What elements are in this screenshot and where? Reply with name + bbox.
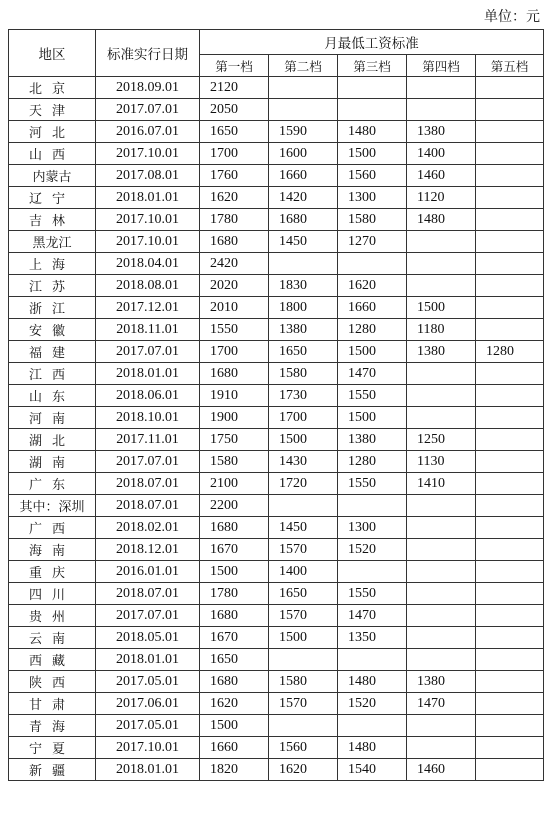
- date-cell: 2018.05.01: [96, 627, 200, 649]
- wage-cell-tier-2: 1720: [269, 473, 338, 495]
- wage-cell-tier-1: 1680: [200, 671, 269, 693]
- wage-cell-tier-5: [476, 143, 544, 165]
- table-row: [9, 693, 544, 715]
- table-row: [9, 165, 544, 187]
- wage-cell-tier-3: 1550: [338, 385, 407, 407]
- wage-cell-tier-4: 1250: [407, 429, 476, 451]
- table-row: [9, 561, 544, 583]
- wage-cell-tier-2: [269, 715, 338, 737]
- wage-cell-tier-4: [407, 77, 476, 99]
- wage-cell-tier-3: 1500: [338, 341, 407, 363]
- wage-cell-tier-2: 1560: [269, 737, 338, 759]
- wage-cell-tier-4: 1460: [407, 759, 476, 781]
- table-row: [9, 77, 544, 99]
- region-cell: 广西: [9, 517, 96, 539]
- wage-cell-tier-2: 1600: [269, 143, 338, 165]
- wage-cell-tier-4: 1180: [407, 319, 476, 341]
- wage-cell-tier-4: [407, 275, 476, 297]
- wage-cell-tier-5: [476, 473, 544, 495]
- minimum-wage-table: [8, 29, 544, 781]
- wage-cell-tier-5: [476, 759, 544, 781]
- wage-cell-tier-1: 1700: [200, 143, 269, 165]
- wage-cell-tier-5: [476, 671, 544, 693]
- table-row: [9, 605, 544, 627]
- region-cell: 内蒙古: [9, 165, 96, 187]
- wage-cell-tier-2: [269, 495, 338, 517]
- date-cell: 2018.06.01: [96, 385, 200, 407]
- wage-cell-tier-4: 1380: [407, 671, 476, 693]
- table-row: [9, 649, 544, 671]
- wage-cell-tier-5: [476, 649, 544, 671]
- table-row: [9, 209, 544, 231]
- table-row: [9, 143, 544, 165]
- date-cell: 2017.07.01: [96, 99, 200, 121]
- region-cell: 其中：深圳: [9, 495, 96, 517]
- region-cell: 陕西: [9, 671, 96, 693]
- date-cell: 2018.02.01: [96, 517, 200, 539]
- wage-cell-tier-3: [338, 561, 407, 583]
- region-cell: 安徽: [9, 319, 96, 341]
- wage-cell-tier-5: [476, 77, 544, 99]
- wage-cell-tier-4: 1460: [407, 165, 476, 187]
- wage-cell-tier-3: [338, 77, 407, 99]
- wage-cell-tier-2: 1420: [269, 187, 338, 209]
- wage-cell-tier-3: 1480: [338, 737, 407, 759]
- table-row: [9, 583, 544, 605]
- wage-cell-tier-1: 1910: [200, 385, 269, 407]
- wage-cell-tier-2: 1730: [269, 385, 338, 407]
- wage-cell-tier-1: 2420: [200, 253, 269, 275]
- wage-cell-tier-5: [476, 165, 544, 187]
- region-cell: 辽宁: [9, 187, 96, 209]
- wage-cell-tier-5: [476, 121, 544, 143]
- table-row: [9, 187, 544, 209]
- wage-cell-tier-4: [407, 561, 476, 583]
- wage-cell-tier-2: 1620: [269, 759, 338, 781]
- wage-cell-tier-3: [338, 253, 407, 275]
- wage-cell-tier-4: 1380: [407, 121, 476, 143]
- wage-cell-tier-1: 1650: [200, 649, 269, 671]
- table-body: [9, 77, 544, 781]
- wage-cell-tier-3: 1270: [338, 231, 407, 253]
- wage-cell-tier-1: 1620: [200, 693, 269, 715]
- wage-cell-tier-1: 1550: [200, 319, 269, 341]
- table-row: [9, 627, 544, 649]
- wage-cell-tier-2: 1400: [269, 561, 338, 583]
- wage-cell-tier-2: 1450: [269, 231, 338, 253]
- wage-cell-tier-1: 1900: [200, 407, 269, 429]
- header-tier-5: 第五档: [476, 55, 544, 77]
- wage-cell-tier-2: 1380: [269, 319, 338, 341]
- wage-cell-tier-3: 1380: [338, 429, 407, 451]
- wage-cell-tier-5: [476, 495, 544, 517]
- wage-cell-tier-2: 1570: [269, 539, 338, 561]
- date-cell: 2017.10.01: [96, 209, 200, 231]
- wage-cell-tier-3: 1520: [338, 693, 407, 715]
- region-cell: 江西: [9, 363, 96, 385]
- wage-cell-tier-5: [476, 539, 544, 561]
- header-wage-group: 月最低工资标准: [200, 30, 544, 55]
- region-cell: 甘肃: [9, 693, 96, 715]
- region-cell: 贵州: [9, 605, 96, 627]
- wage-cell-tier-5: [476, 715, 544, 737]
- wage-cell-tier-3: 1660: [338, 297, 407, 319]
- wage-cell-tier-1: 1680: [200, 363, 269, 385]
- wage-cell-tier-5: [476, 363, 544, 385]
- date-cell: 2017.07.01: [96, 451, 200, 473]
- region-cell: 福建: [9, 341, 96, 363]
- wage-cell-tier-1: 1650: [200, 121, 269, 143]
- region-cell: 西藏: [9, 649, 96, 671]
- wage-cell-tier-2: 1650: [269, 583, 338, 605]
- wage-cell-tier-3: [338, 649, 407, 671]
- wage-cell-tier-5: [476, 297, 544, 319]
- table-row: [9, 253, 544, 275]
- wage-cell-tier-3: 1480: [338, 121, 407, 143]
- wage-cell-tier-4: 1480: [407, 209, 476, 231]
- wage-cell-tier-5: [476, 385, 544, 407]
- wage-cell-tier-4: 1470: [407, 693, 476, 715]
- wage-cell-tier-1: 1750: [200, 429, 269, 451]
- table-row: [9, 99, 544, 121]
- wage-cell-tier-4: [407, 517, 476, 539]
- wage-cell-tier-1: 1660: [200, 737, 269, 759]
- date-cell: 2018.09.01: [96, 77, 200, 99]
- wage-cell-tier-1: 1820: [200, 759, 269, 781]
- header-region: 地区: [9, 30, 96, 77]
- wage-cell-tier-3: 1520: [338, 539, 407, 561]
- wage-cell-tier-5: [476, 99, 544, 121]
- wage-cell-tier-1: 1780: [200, 209, 269, 231]
- date-cell: 2017.12.01: [96, 297, 200, 319]
- wage-cell-tier-1: 1780: [200, 583, 269, 605]
- wage-cell-tier-4: 1410: [407, 473, 476, 495]
- wage-cell-tier-3: 1480: [338, 671, 407, 693]
- wage-cell-tier-3: 1470: [338, 605, 407, 627]
- table-row: [9, 319, 544, 341]
- wage-cell-tier-4: [407, 627, 476, 649]
- wage-cell-tier-4: [407, 583, 476, 605]
- table-row: [9, 385, 544, 407]
- table-row: [9, 715, 544, 737]
- region-cell: 云南: [9, 627, 96, 649]
- date-cell: 2018.01.01: [96, 759, 200, 781]
- header-tier-4: 第四档: [407, 55, 476, 77]
- region-cell: 浙江: [9, 297, 96, 319]
- wage-cell-tier-1: 2050: [200, 99, 269, 121]
- wage-cell-tier-4: 1400: [407, 143, 476, 165]
- table-row: [9, 363, 544, 385]
- date-cell: 2018.07.01: [96, 473, 200, 495]
- wage-cell-tier-2: 1700: [269, 407, 338, 429]
- date-cell: 2018.01.01: [96, 363, 200, 385]
- table-row: [9, 121, 544, 143]
- table-row: [9, 517, 544, 539]
- region-cell: 吉林: [9, 209, 96, 231]
- table-row: [9, 473, 544, 495]
- region-cell: 江苏: [9, 275, 96, 297]
- wage-cell-tier-1: 1580: [200, 451, 269, 473]
- wage-cell-tier-4: [407, 605, 476, 627]
- region-cell: 天津: [9, 99, 96, 121]
- wage-cell-tier-5: [476, 517, 544, 539]
- wage-cell-tier-3: 1500: [338, 407, 407, 429]
- wage-cell-tier-5: [476, 451, 544, 473]
- wage-cell-tier-5: [476, 275, 544, 297]
- wage-cell-tier-3: [338, 715, 407, 737]
- wage-cell-tier-5: [476, 187, 544, 209]
- date-cell: 2017.06.01: [96, 693, 200, 715]
- wage-cell-tier-3: [338, 99, 407, 121]
- wage-cell-tier-4: [407, 715, 476, 737]
- table-row: [9, 297, 544, 319]
- wage-cell-tier-2: 1680: [269, 209, 338, 231]
- region-cell: 广东: [9, 473, 96, 495]
- wage-cell-tier-2: 1650: [269, 341, 338, 363]
- wage-cell-tier-5: [476, 737, 544, 759]
- date-cell: 2017.05.01: [96, 715, 200, 737]
- region-cell: 宁夏: [9, 737, 96, 759]
- wage-cell-tier-1: 1670: [200, 539, 269, 561]
- date-cell: 2016.07.01: [96, 121, 200, 143]
- date-cell: 2018.10.01: [96, 407, 200, 429]
- wage-cell-tier-2: 1660: [269, 165, 338, 187]
- wage-cell-tier-4: [407, 407, 476, 429]
- date-cell: 2017.05.01: [96, 671, 200, 693]
- wage-cell-tier-5: [476, 429, 544, 451]
- wage-cell-tier-3: 1560: [338, 165, 407, 187]
- wage-cell-tier-2: 1570: [269, 693, 338, 715]
- region-cell: 湖北: [9, 429, 96, 451]
- wage-cell-tier-3: 1280: [338, 319, 407, 341]
- wage-cell-tier-3: 1300: [338, 517, 407, 539]
- wage-cell-tier-4: [407, 363, 476, 385]
- wage-cell-tier-2: [269, 253, 338, 275]
- wage-cell-tier-3: 1300: [338, 187, 407, 209]
- wage-cell-tier-2: 1450: [269, 517, 338, 539]
- wage-cell-tier-2: 1580: [269, 363, 338, 385]
- date-cell: 2018.01.01: [96, 649, 200, 671]
- region-cell: 湖南: [9, 451, 96, 473]
- wage-cell-tier-1: 1700: [200, 341, 269, 363]
- wage-cell-tier-2: 1800: [269, 297, 338, 319]
- header-tier-1: 第一档: [200, 55, 269, 77]
- table-row: [9, 341, 544, 363]
- wage-cell-tier-5: [476, 231, 544, 253]
- wage-cell-tier-5: [476, 209, 544, 231]
- wage-cell-tier-3: 1550: [338, 473, 407, 495]
- wage-cell-tier-4: [407, 539, 476, 561]
- date-cell: 2017.11.01: [96, 429, 200, 451]
- wage-cell-tier-1: 1670: [200, 627, 269, 649]
- wage-cell-tier-3: 1550: [338, 583, 407, 605]
- table-row: [9, 429, 544, 451]
- date-cell: 2018.11.01: [96, 319, 200, 341]
- wage-cell-tier-1: 1500: [200, 715, 269, 737]
- wage-cell-tier-1: 2020: [200, 275, 269, 297]
- wage-cell-tier-2: [269, 649, 338, 671]
- region-cell: 新疆: [9, 759, 96, 781]
- date-cell: 2017.10.01: [96, 143, 200, 165]
- table-header: [9, 30, 544, 77]
- header-tier-3: 第三档: [338, 55, 407, 77]
- region-cell: 青海: [9, 715, 96, 737]
- wage-cell-tier-1: 1620: [200, 187, 269, 209]
- wage-cell-tier-2: 1500: [269, 627, 338, 649]
- table-row: [9, 495, 544, 517]
- table-row: [9, 231, 544, 253]
- table-row: [9, 759, 544, 781]
- region-cell: 河北: [9, 121, 96, 143]
- region-cell: 上海: [9, 253, 96, 275]
- wage-cell-tier-3: 1500: [338, 143, 407, 165]
- wage-cell-tier-5: 1280: [476, 341, 544, 363]
- wage-cell-tier-2: [269, 77, 338, 99]
- wage-cell-tier-3: 1580: [338, 209, 407, 231]
- wage-cell-tier-1: 2120: [200, 77, 269, 99]
- wage-cell-tier-1: 1680: [200, 517, 269, 539]
- wage-cell-tier-4: [407, 99, 476, 121]
- wage-cell-tier-1: 2200: [200, 495, 269, 517]
- date-cell: 2017.07.01: [96, 341, 200, 363]
- date-cell: 2018.07.01: [96, 583, 200, 605]
- region-cell: 海南: [9, 539, 96, 561]
- region-cell: 北京: [9, 77, 96, 99]
- wage-cell-tier-4: [407, 231, 476, 253]
- wage-cell-tier-4: 1380: [407, 341, 476, 363]
- wage-cell-tier-3: [338, 495, 407, 517]
- wage-cell-tier-5: [476, 605, 544, 627]
- date-cell: 2018.12.01: [96, 539, 200, 561]
- date-cell: 2017.08.01: [96, 165, 200, 187]
- wage-cell-tier-4: 1130: [407, 451, 476, 473]
- wage-cell-tier-4: [407, 495, 476, 517]
- header-tier-2: 第二档: [269, 55, 338, 77]
- wage-cell-tier-2: 1500: [269, 429, 338, 451]
- wage-cell-tier-2: 1430: [269, 451, 338, 473]
- wage-cell-tier-4: 1120: [407, 187, 476, 209]
- wage-cell-tier-4: 1500: [407, 297, 476, 319]
- table-row: [9, 275, 544, 297]
- date-cell: 2017.07.01: [96, 605, 200, 627]
- wage-cell-tier-5: [476, 627, 544, 649]
- date-cell: 2017.10.01: [96, 737, 200, 759]
- region-cell: 山西: [9, 143, 96, 165]
- region-cell: 河南: [9, 407, 96, 429]
- wage-cell-tier-3: 1540: [338, 759, 407, 781]
- wage-cell-tier-4: [407, 737, 476, 759]
- table-row: [9, 671, 544, 693]
- wage-cell-tier-4: [407, 253, 476, 275]
- date-cell: 2018.08.01: [96, 275, 200, 297]
- region-cell: 黑龙江: [9, 231, 96, 253]
- wage-cell-tier-2: 1570: [269, 605, 338, 627]
- table-row: [9, 737, 544, 759]
- wage-cell-tier-3: 1620: [338, 275, 407, 297]
- table-row: [9, 539, 544, 561]
- wage-cell-tier-3: 1280: [338, 451, 407, 473]
- wage-cell-tier-5: [476, 253, 544, 275]
- region-cell: 山东: [9, 385, 96, 407]
- wage-cell-tier-5: [476, 693, 544, 715]
- wage-cell-tier-5: [476, 583, 544, 605]
- wage-cell-tier-2: 1590: [269, 121, 338, 143]
- wage-cell-tier-3: 1350: [338, 627, 407, 649]
- wage-cell-tier-1: 2010: [200, 297, 269, 319]
- wage-cell-tier-3: 1470: [338, 363, 407, 385]
- date-cell: 2018.01.01: [96, 187, 200, 209]
- wage-cell-tier-1: 1680: [200, 605, 269, 627]
- wage-cell-tier-1: 1500: [200, 561, 269, 583]
- wage-cell-tier-2: 1830: [269, 275, 338, 297]
- region-cell: 重庆: [9, 561, 96, 583]
- header-date: 标准实行日期: [96, 30, 200, 77]
- date-cell: 2018.04.01: [96, 253, 200, 275]
- wage-cell-tier-2: [269, 99, 338, 121]
- unit-label: 单位：元: [484, 9, 540, 25]
- date-cell: 2016.01.01: [96, 561, 200, 583]
- wage-cell-tier-1: 1760: [200, 165, 269, 187]
- wage-cell-tier-1: 2100: [200, 473, 269, 495]
- wage-cell-tier-5: [476, 319, 544, 341]
- table-row: [9, 407, 544, 429]
- region-cell: 四川: [9, 583, 96, 605]
- table-row: [9, 451, 544, 473]
- wage-cell-tier-4: [407, 649, 476, 671]
- wage-cell-tier-1: 1680: [200, 231, 269, 253]
- wage-cell-tier-5: [476, 407, 544, 429]
- date-cell: 2018.07.01: [96, 495, 200, 517]
- date-cell: 2017.10.01: [96, 231, 200, 253]
- wage-cell-tier-2: 1580: [269, 671, 338, 693]
- wage-cell-tier-5: [476, 561, 544, 583]
- wage-cell-tier-4: [407, 385, 476, 407]
